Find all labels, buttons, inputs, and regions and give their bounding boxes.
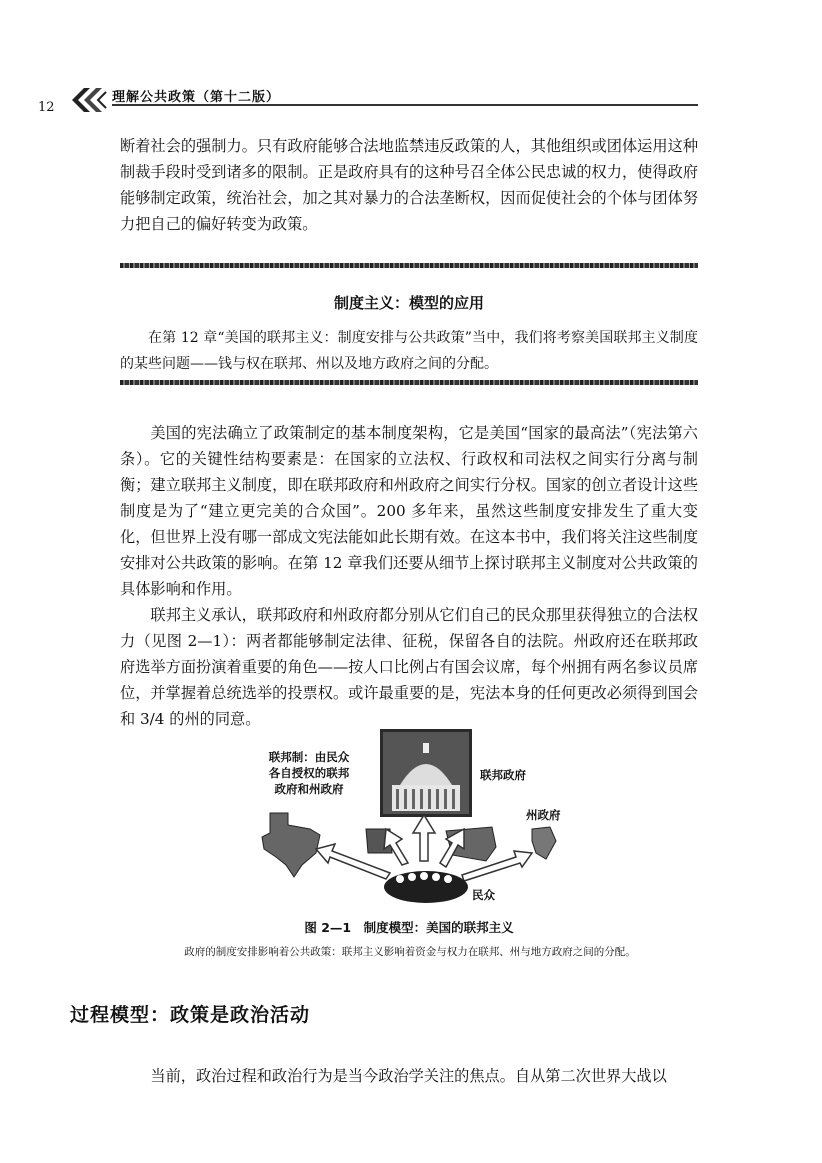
capitol-building-icon	[380, 729, 472, 817]
header-rule	[112, 104, 698, 106]
box-title: 制度主义：模型的应用	[333, 294, 484, 312]
body-paragraph-3: 联邦主义承认，联邦政府和州政府都分别从它们自己的民众那里获得独立的合法权力（见图 2—1）：两者都能够制定法律、征税，保留各自的法院。州政府还在联邦政府选举方面扮演着重要的角色——按人口比例占有国会议席，每个州拥有两名参议员席位，并掌握着总统选举的投票权。或许最重要的是，宪法本身的任何更改必须得到国会和 3/4 的州的同意。	[120, 606, 698, 728]
label-state-government: 州政府	[526, 808, 561, 822]
page-number: 12	[38, 100, 55, 115]
label-federalism: 联邦制：由民众 各自授权的联邦 政府和州政府	[268, 750, 350, 796]
figure-note: 政府的制度安排影响着公共政策：联邦主义影响着资金与权力在联邦、州与地方政府之间的分配。	[184, 946, 636, 958]
arrow-up-icon	[413, 815, 435, 861]
figure-caption: 图 2—1 制度模型：美国的联邦主义	[304, 920, 514, 935]
right-state-icon	[532, 827, 556, 859]
label-federal-government: 联邦政府	[480, 768, 526, 782]
chevron-ornament-icon	[70, 86, 110, 118]
texas-state-icon	[262, 813, 320, 877]
body-paragraph-1: 断着社会的强制力。只有政府能够合法地监禁违反政策的人，其他组织或团体运用这种制裁手段时受到诸多的限制。正是政府具有的这种号召全体公民忠诚的权力，使得政府能够制定政策，统治社会，加之其对暴力的合法垄断权，因而促使社会的个体与团体努力把自己的偏好转变为政策。	[120, 137, 698, 233]
body-paragraph-2: 美国的宪法确立了政策制定的基本制度架构，它是美国“国家的最高法”（宪法第六条）。它的关键性结构要素是：在国家的立法权、行政权和司法权之间实行分离与制衡；建立联邦主义制度，即在联邦政府和州政府之间实行分权。国家的创立者设计这些制度是为了“建立更完美的合众国”。200 多年来，虽然这些制度安排发生了重大变化，但世界上没有哪一部成文宪法能如此长期有效。在这本书中，我们将关注这些制度安排对公共政策的影响。在第 12 章我们还要从细节上探讨联邦主义制度对公共政策的具体影响和作用。	[120, 424, 698, 598]
body-paragraph-4: 当前，政治过程和政治行为是当今政治学关注的焦点。自从第二次世界大战以	[150, 1067, 667, 1085]
figure-federalism-diagram	[240, 725, 590, 905]
section-heading: 过程模型：政策是政治活动	[70, 1004, 311, 1026]
box-text: 在第 12 章“美国的联邦主义：制度安排与公共政策”当中，我们将考察美国联邦主义制度的某些问题——钱与权在联邦、州以及地方政府之间的分配。	[120, 330, 698, 372]
box-bottom-rule	[120, 380, 698, 385]
running-header-title: 理解公共政策（第十二版）	[112, 90, 281, 105]
label-people: 民众	[472, 888, 495, 902]
crowd-people-icon	[384, 871, 468, 903]
box-top-rule	[120, 263, 698, 268]
arrow-up-left-icon	[384, 829, 408, 865]
